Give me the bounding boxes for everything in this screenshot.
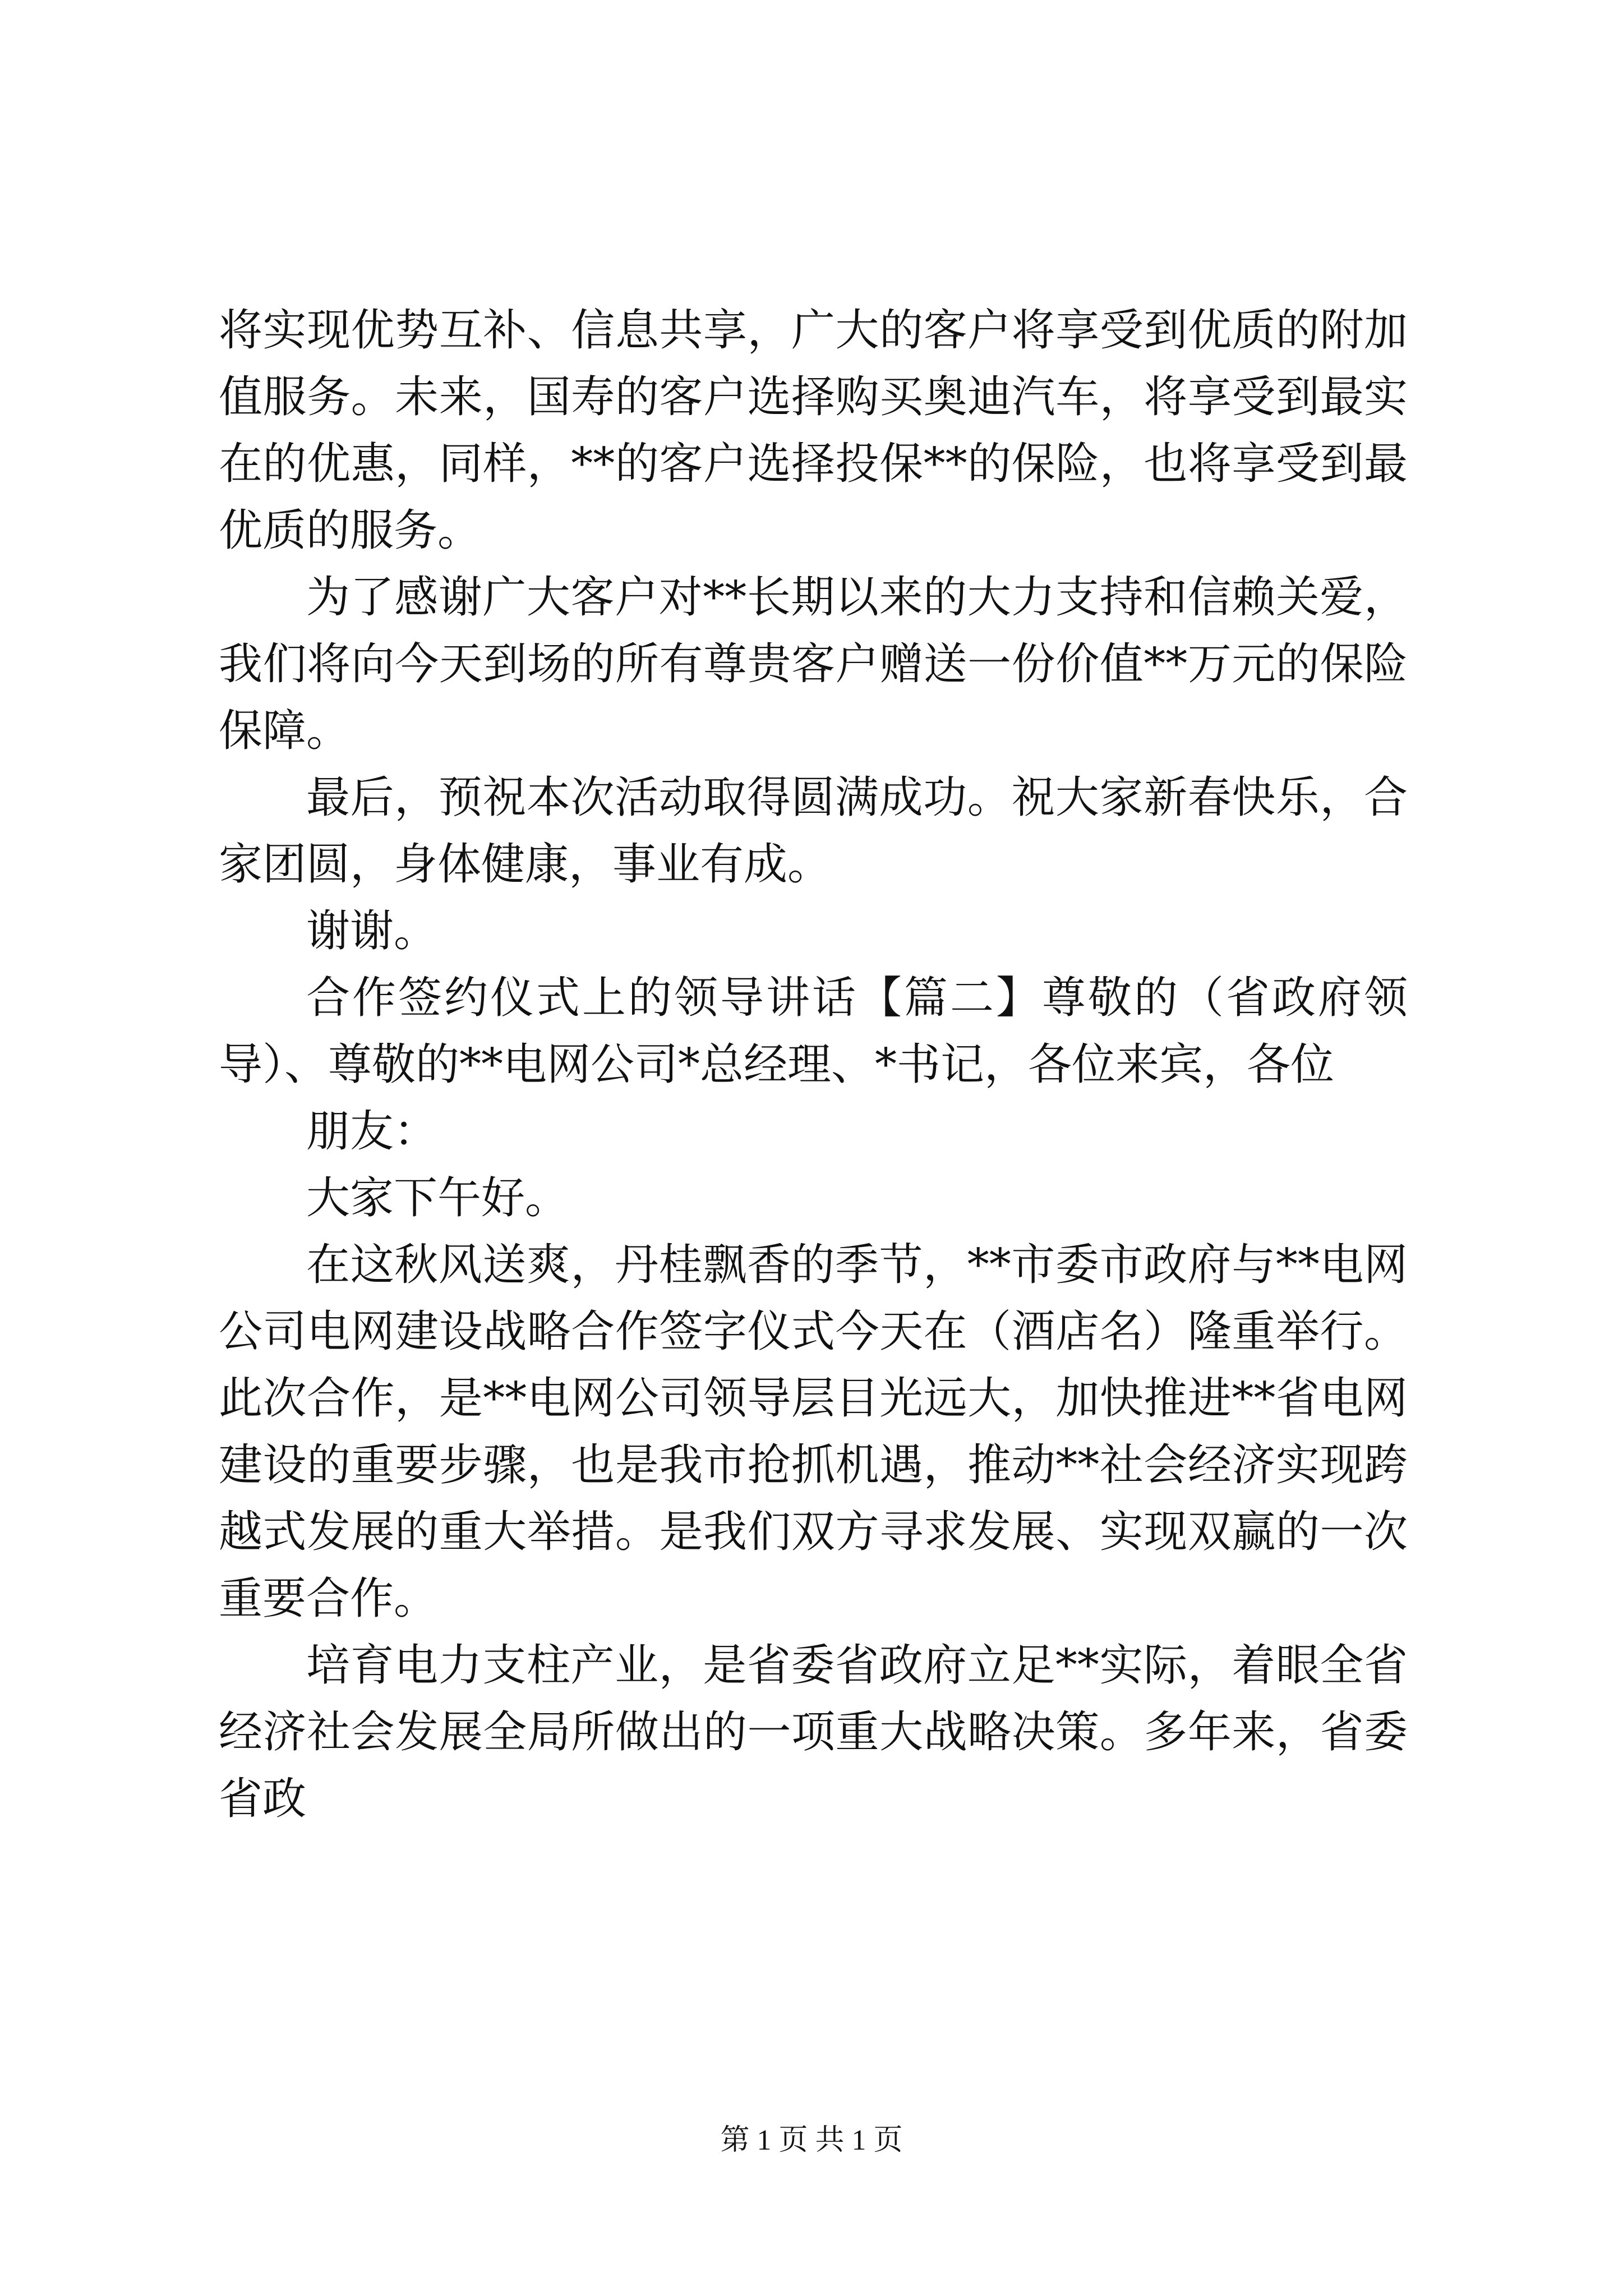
paragraph-power-industry: 培育电力支柱产业，是省委省政府立足**实际，着眼全省经济社会发展全局所做出的一项重大战略决策。多年来，省委省政 bbox=[219, 1640, 1408, 1824]
paragraph-continuation: 将实现优势互补、信息共享，广大的客户将享受到优质的附加值服务。未来，国寿的客户选择购买奥迪汽车，将享受到最实在的优惠，同样，**的客户选择投保**的保险，也将享受到最优质的服务。 bbox=[219, 305, 1408, 556]
paragraph-section-two-heading: 合作签约仪式上的领导讲话【篇二】尊敬的（省政府领导）、尊敬的**电网公司*总经理、*书记，各位来宾，各位 bbox=[219, 973, 1408, 1090]
paragraph-thanks-customers: 为了感谢广大客户对**长期以来的大力支持和信赖关爱，我们将向今天到场的所有尊贵客户赠送一份价值**万元的保险保障。 bbox=[219, 572, 1408, 756]
page-footer: 第 1 页 共 1 页 bbox=[720, 2124, 903, 2156]
paragraph-friends: 朋友： bbox=[306, 1106, 438, 1157]
paragraph-signing-ceremony: 在这秋风送爽，丹桂飘香的季节，**市委市政府与**电网公司电网建设战略合作签字仪式今天在（酒店名）隆重举行。此次合作，是**电网公司领导层目光远大，加快推进**省电网建设的重要步骤，也是我市抢抓机遇，推动**社会经济实现跨越式发展的重大举措。是我们双方寻求发展、实现双赢的一次重要合作。 bbox=[219, 1240, 1408, 1624]
document-body bbox=[219, 297, 1408, 1833]
paragraph-greeting: 大家下午好。 bbox=[306, 1173, 569, 1223]
paragraph-thank-you: 谢谢。 bbox=[306, 906, 438, 956]
paragraph-closing-wishes: 最后，预祝本次活动取得圆满成功。祝大家新春快乐，合家团圆，身体健康，事业有成。 bbox=[219, 772, 1408, 890]
